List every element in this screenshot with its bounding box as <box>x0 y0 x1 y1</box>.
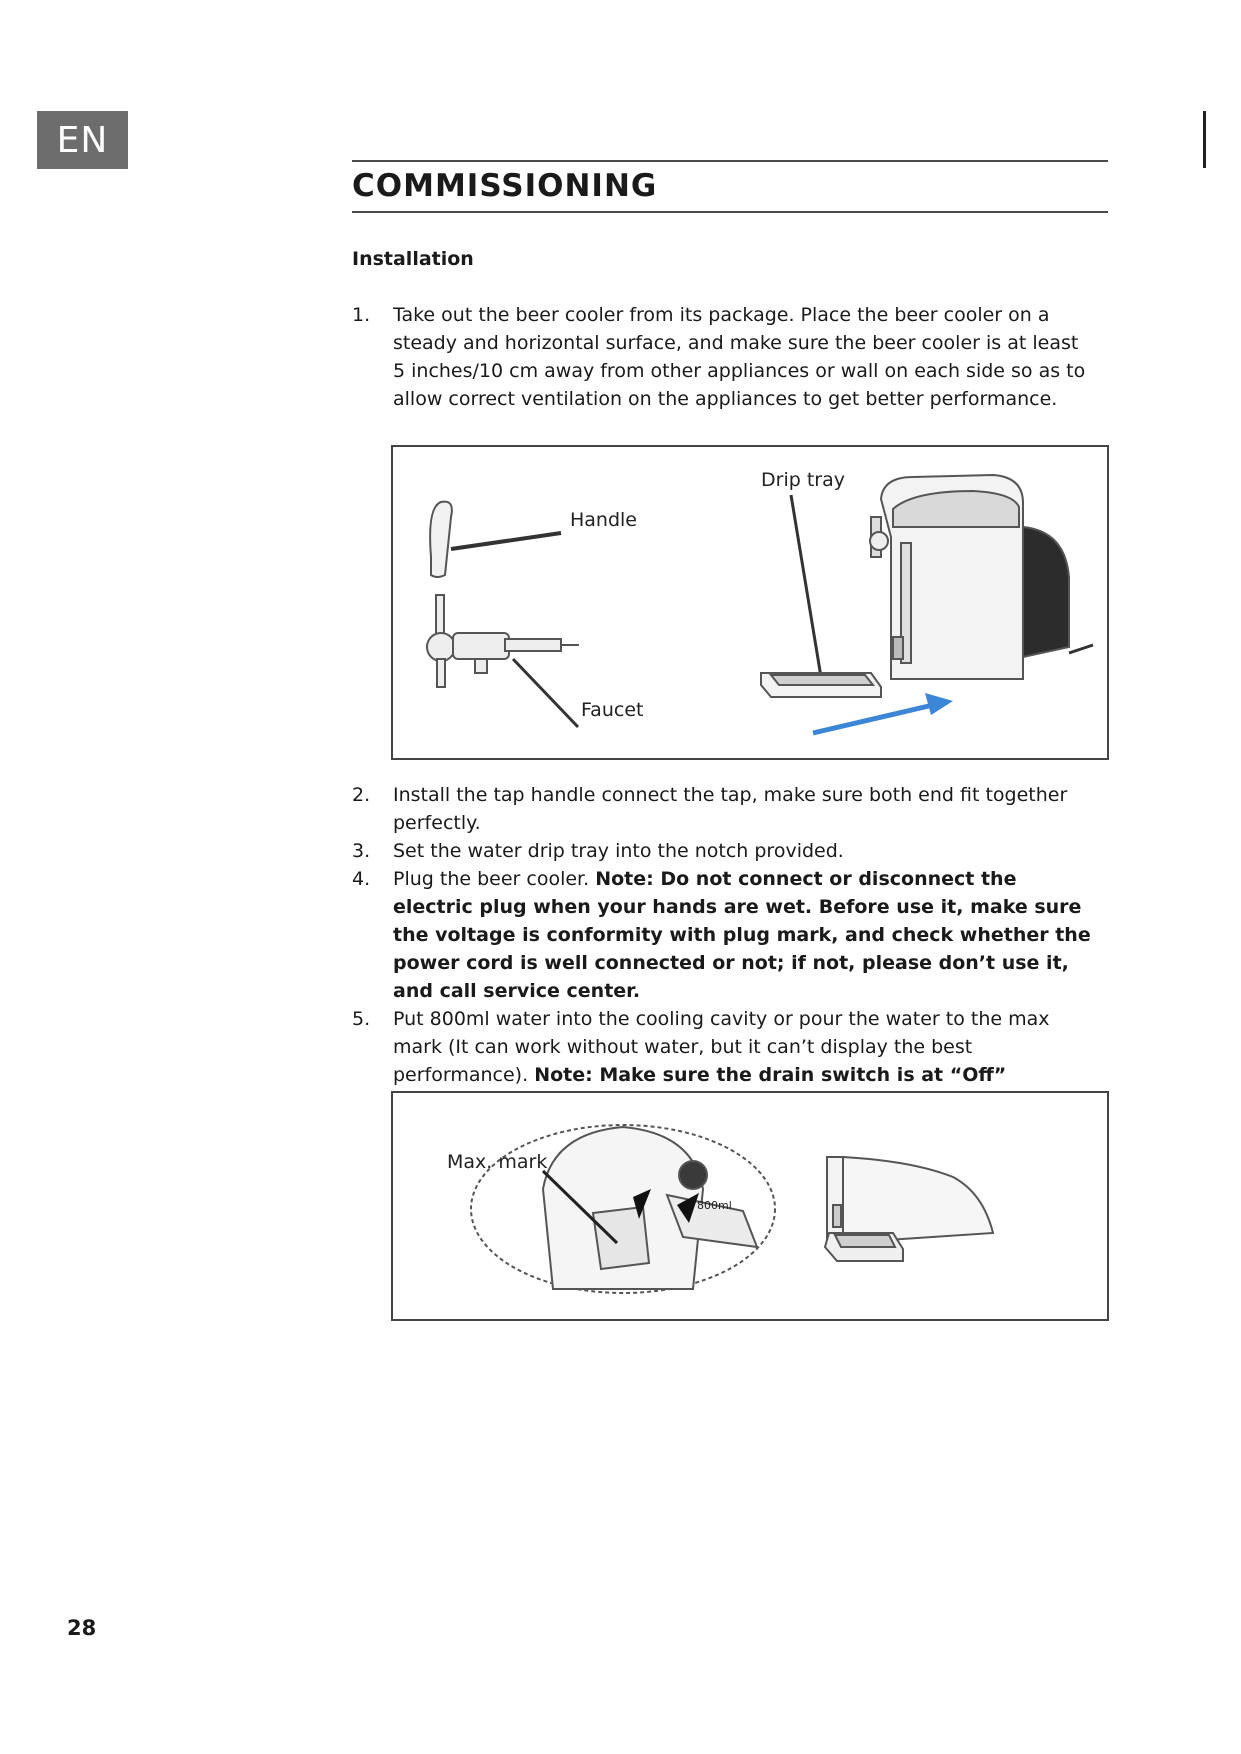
page-number: 28 <box>67 1616 97 1640</box>
drip-tray-drawing <box>761 673 881 697</box>
handle-pointer-line <box>451 533 561 549</box>
list-item <box>352 865 1092 1005</box>
figure-max-mark <box>391 1091 1109 1321</box>
assembly-illustration <box>393 447 1107 758</box>
list-item <box>352 837 1092 865</box>
faucet-pointer-line <box>513 659 578 727</box>
list-item <box>352 301 1092 413</box>
step-text: Install the tap handle connect the tap, make sure both end fit together perfectly. <box>393 784 1068 834</box>
step-number: 2. <box>352 784 371 806</box>
figure-handle-faucet-driptray <box>391 445 1109 760</box>
step-note: Note: Do not connect or disconnect the electric plug when your hands are wet. Before use it, make sure the voltage is conformity with plug mark, and check whether the power cord is well connected or not; if not, please don’t use it, and call service center. <box>393 868 1091 1002</box>
subsection-heading: Installation <box>352 248 474 270</box>
volume-marking: 800ml <box>697 1199 732 1212</box>
step-number: 5. <box>352 1008 371 1030</box>
tap-handle-drawing <box>430 502 452 577</box>
step-number: 3. <box>352 840 371 862</box>
drip-tray-label: Drip tray <box>761 469 845 491</box>
beer-cooler-drawing <box>870 475 1069 679</box>
step-text: Take out the beer cooler from its package. Place the beer cooler on a steady and horizontal surface, and make sure the beer cooler is at least 5 inches/10 cm away from other appliances or wall on each side so as to allow correct ventilation on the appliances to get better performance. <box>393 304 1086 410</box>
power-cord-drawing <box>1069 645 1093 653</box>
drip-tray-side-drawing <box>825 1157 993 1261</box>
step-text: Set the water drip tray into the notch provided. <box>393 840 844 862</box>
page-edge-marker <box>1203 111 1206 168</box>
installation-steps-part-1 <box>352 301 1092 413</box>
step-number: 4. <box>352 868 371 890</box>
faucet-drawing <box>427 595 579 687</box>
handle-label: Handle <box>570 509 638 531</box>
faucet-label: Faucet <box>581 699 644 721</box>
max-mark-illustration <box>393 1093 1107 1319</box>
drip-tray-pointer-line <box>791 495 821 677</box>
step-note: Note: Make sure the drain switch is at “Off” <box>534 1064 1007 1086</box>
title-bottom-rule <box>352 211 1108 213</box>
section-title: COMMISSIONING <box>352 168 658 204</box>
step-number: 1. <box>352 304 371 326</box>
title-top-rule <box>352 160 1108 162</box>
step-text: Plug the beer cooler. <box>393 868 590 890</box>
installation-steps-part-2 <box>352 781 1092 1117</box>
insert-direction-arrow <box>813 693 953 733</box>
max-mark-label: Max. mark <box>447 1151 548 1173</box>
language-tab: EN <box>37 111 128 169</box>
step-text: Put 800ml water into the cooling cavity or pour the water to the max mark (It can work without water, but it can’t display the best performance). <box>393 1008 1050 1086</box>
list-item <box>352 781 1092 837</box>
